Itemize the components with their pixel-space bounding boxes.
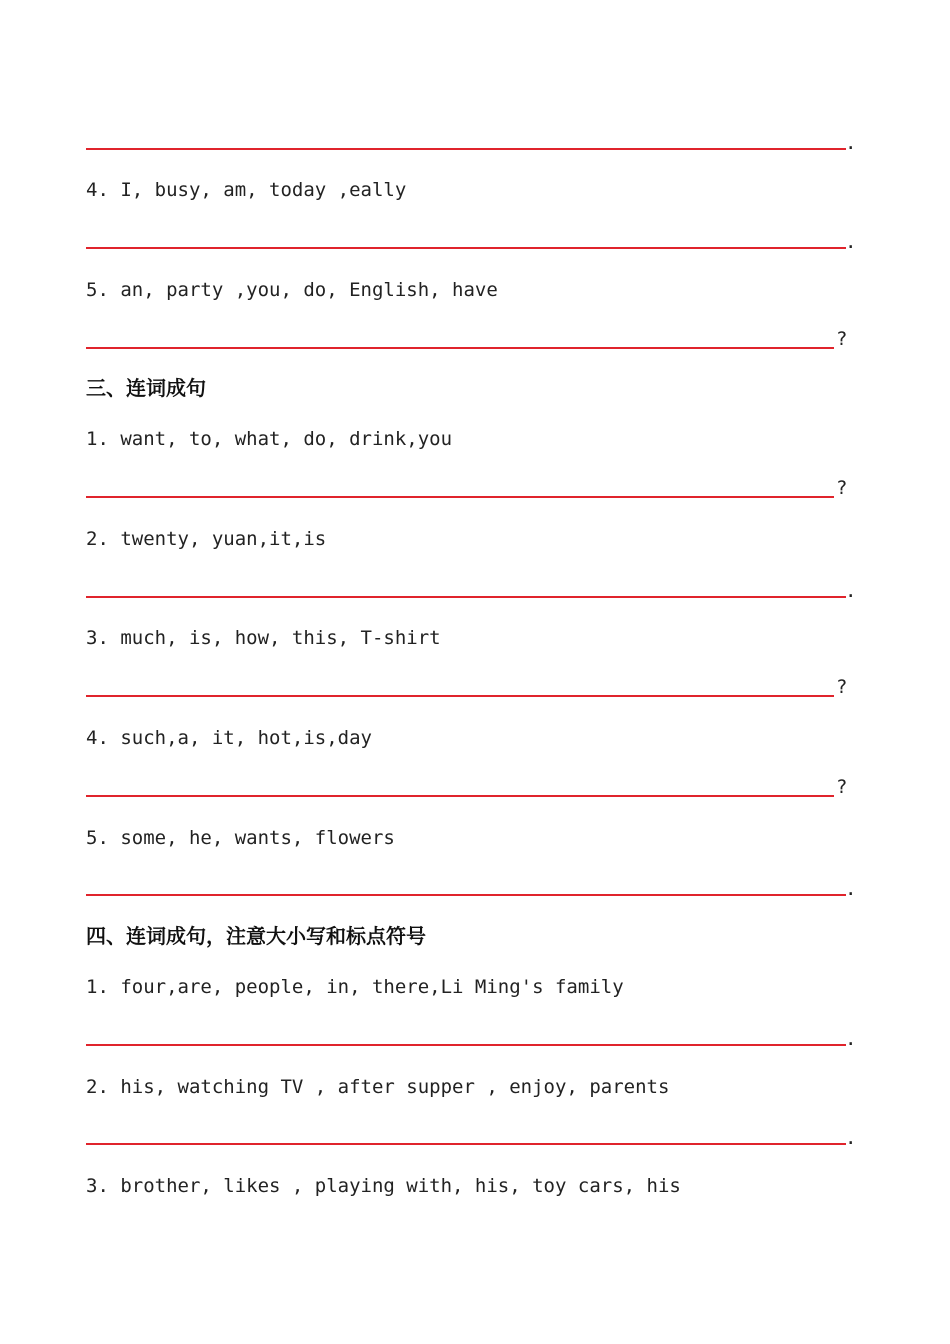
sentence-end-mark: ? [836, 676, 848, 698]
answer-line[interactable] [86, 1143, 846, 1145]
answer-line[interactable] [86, 596, 846, 598]
sentence-end-mark: ? [836, 776, 848, 798]
sentence-end-mark: . [845, 878, 857, 900]
answer-line[interactable] [86, 695, 834, 697]
question-item-2: 2. twenty, yuan,it,is [86, 528, 327, 550]
answer-line[interactable] [86, 496, 834, 498]
answer-line[interactable] [86, 1044, 846, 1046]
question-item-3: 3. much, is, how, this, T-shirt [86, 627, 441, 649]
sentence-end-mark: . [845, 1028, 857, 1050]
sentence-end-mark: ? [836, 477, 848, 499]
answer-line[interactable] [86, 148, 846, 150]
answer-line[interactable] [86, 347, 834, 349]
question-item-1: 1. four,are, people, in, there,Li Ming's family [86, 976, 624, 998]
sentence-end-mark: . [845, 1127, 857, 1149]
sentence-end-mark: ? [836, 328, 848, 350]
question-item-2: 2. his, watching TV , after supper , enjoy, parents [86, 1076, 670, 1098]
question-item-4: 4. I, busy, am, today ,eally [86, 179, 407, 201]
answer-line[interactable] [86, 247, 846, 249]
question-item-3: 3. brother, likes , playing with, his, toy cars, his [86, 1175, 681, 1197]
answer-line[interactable] [86, 894, 846, 896]
section-3-title: 三、连词成句 [86, 376, 206, 400]
sentence-end-mark: . [845, 231, 857, 253]
question-item-5: 5. some, he, wants, flowers [86, 827, 395, 849]
sentence-end-mark: . [845, 132, 857, 154]
section-4-title: 四、连词成句，注意大小写和标点符号 [86, 924, 426, 948]
question-item-4: 4. such,a, it, hot,is,day [86, 727, 372, 749]
answer-line[interactable] [86, 795, 834, 797]
question-item-5: 5. an, party ,you, do, English, have [86, 279, 498, 301]
sentence-end-mark: . [845, 580, 857, 602]
question-item-1: 1. want, to, what, do, drink,you [86, 428, 453, 450]
